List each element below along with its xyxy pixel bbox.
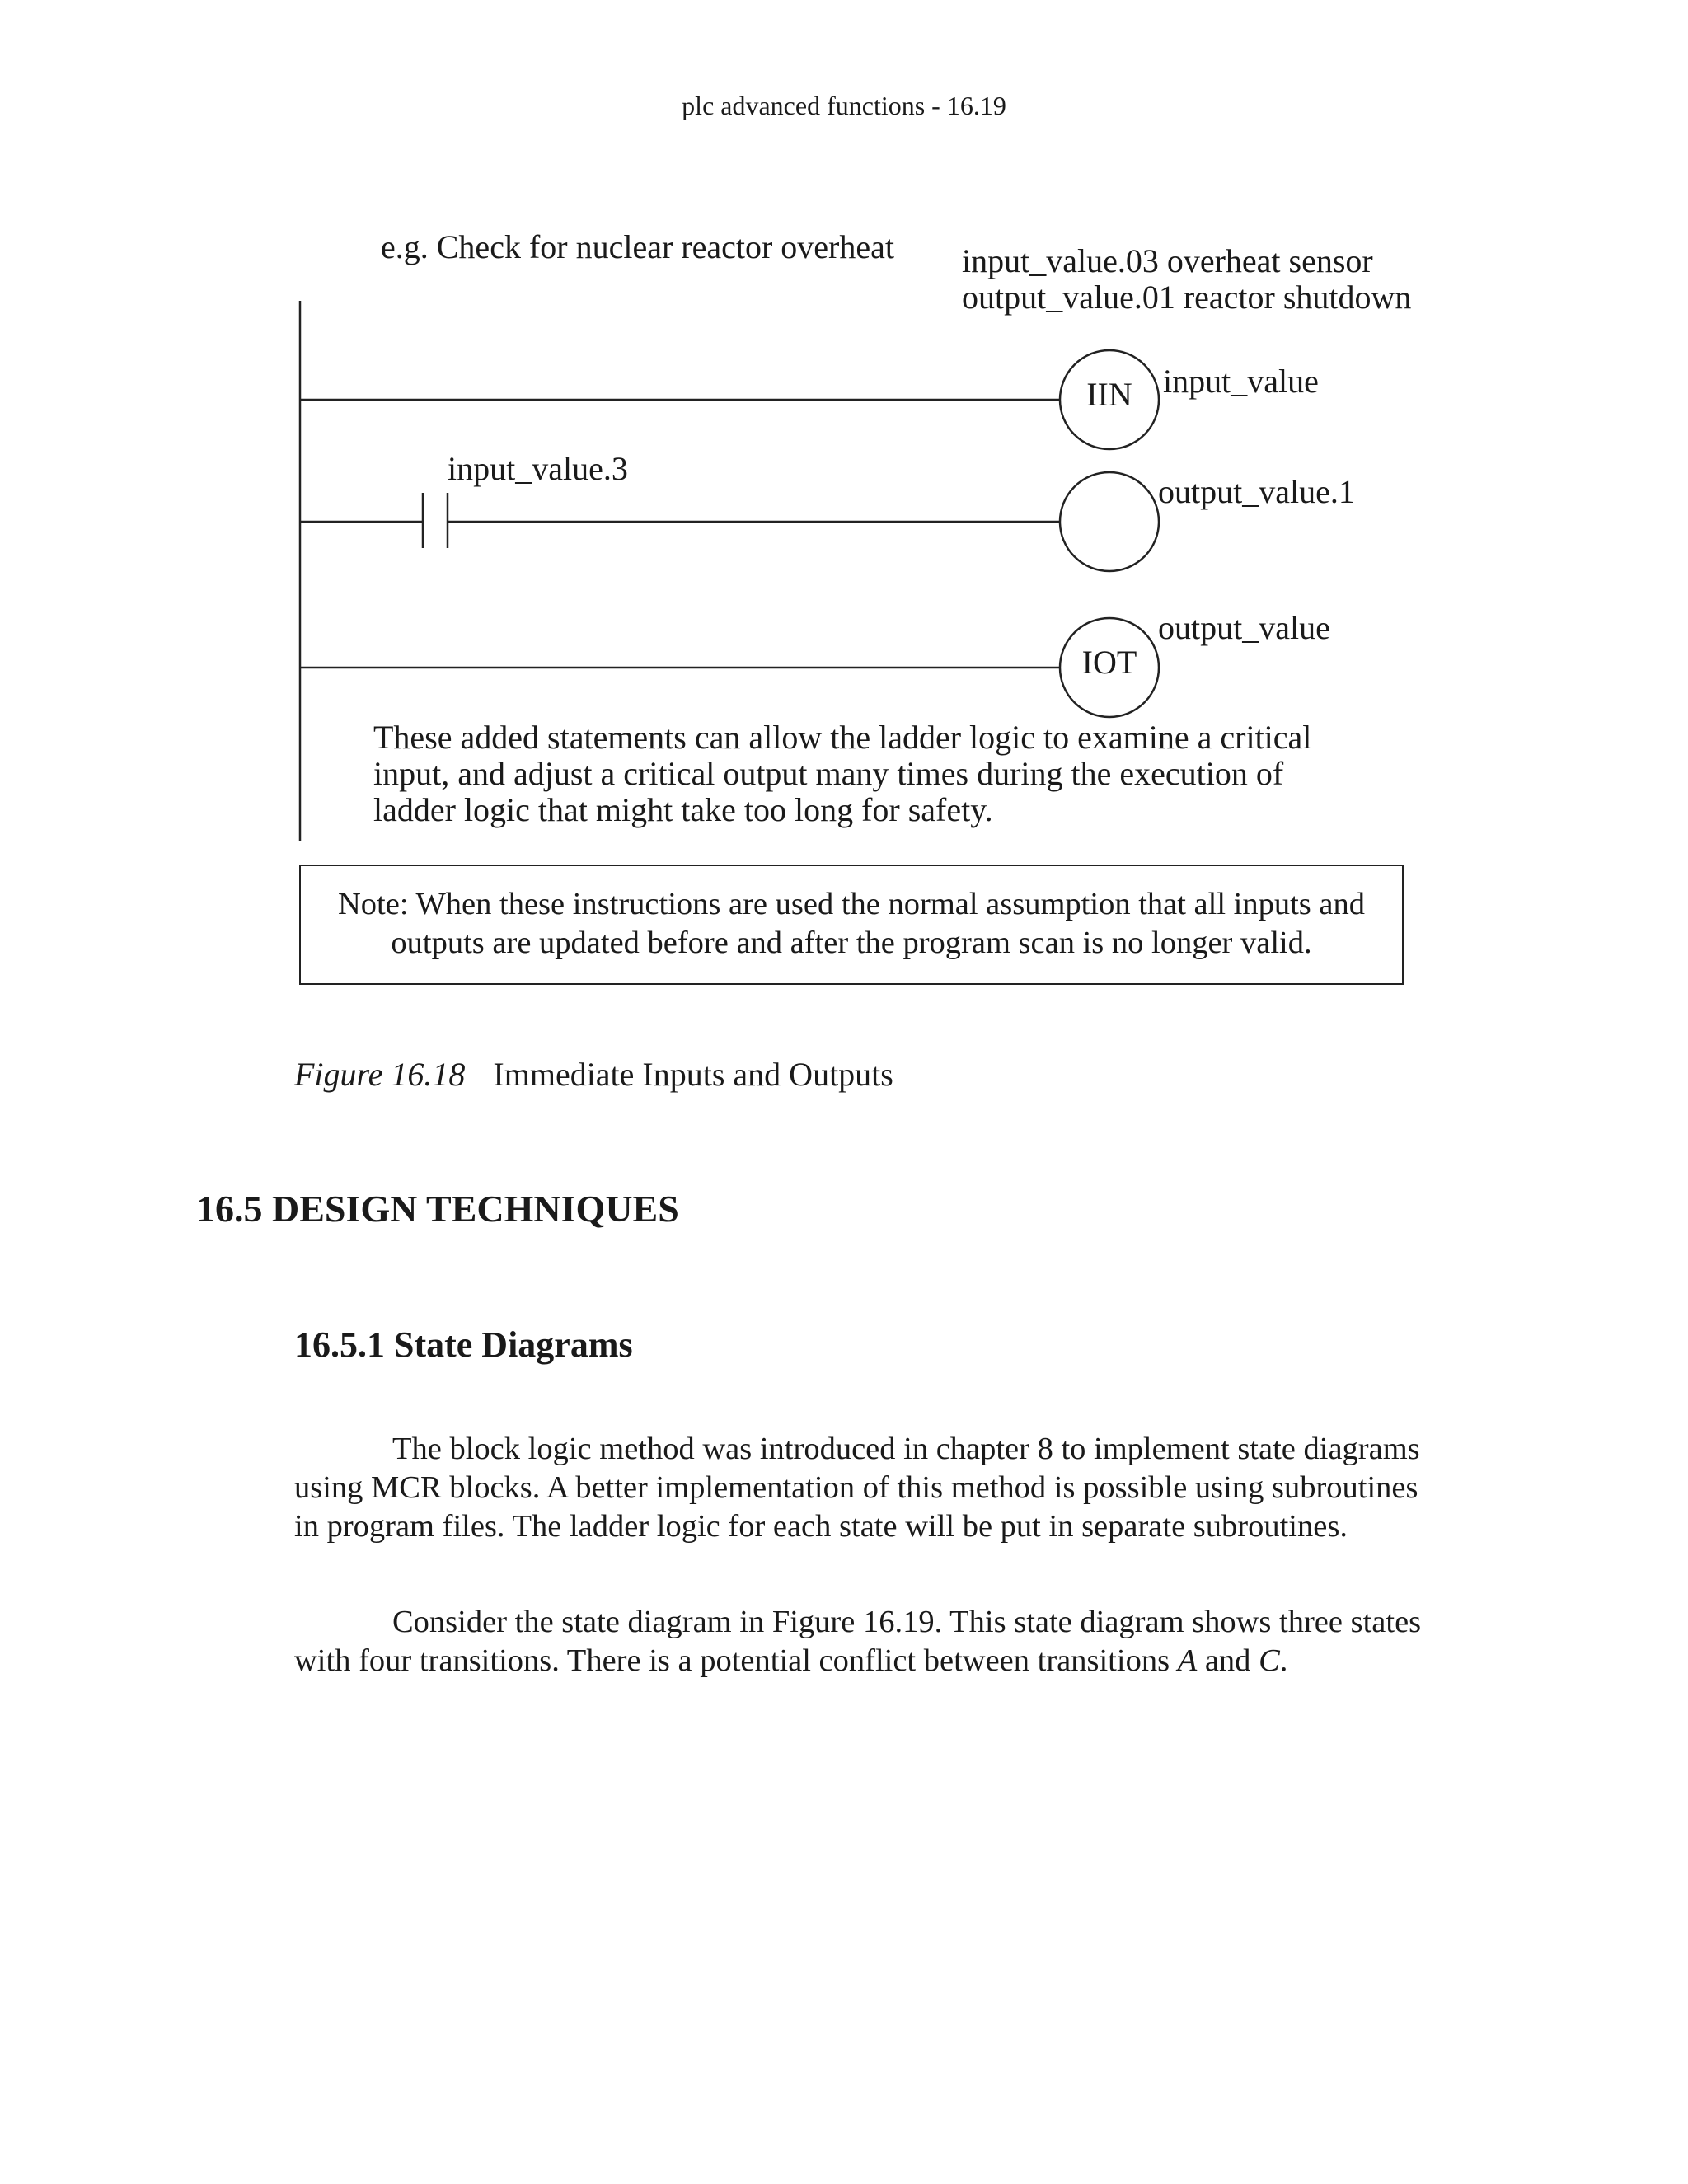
running-header: plc advanced functions - 16.19 <box>682 91 1006 120</box>
note-line-2: outputs are updated before and after the program scan is no longer valid. <box>391 926 1312 960</box>
paragraph-2-line-2 <box>294 1642 1465 1680</box>
paragraph-2-text-start: with four transitions. There is a potential conflict between transitions <box>294 1643 1178 1678</box>
iot-label: IOT <box>1081 644 1137 681</box>
subsection-heading: 16.5.1 State Diagrams <box>294 1324 633 1365</box>
transition-c: C <box>1259 1643 1280 1678</box>
paragraph-1-line-1: The block logic method was introduced in chapter 8 to implement state diagrams <box>392 1432 1420 1466</box>
paragraph-2 <box>294 1603 1465 1680</box>
paragraph-2-text-mid: and <box>1197 1643 1259 1678</box>
rung-2-operand: output_value.1 <box>1158 473 1355 510</box>
contact-label: input_value.3 <box>448 450 628 487</box>
explanation-line-1: These added statements can allow the ladder logic to examine a critical <box>373 719 1312 756</box>
note-line-1: Note: When these instructions are used the normal assumption that all inputs and <box>337 887 1365 921</box>
paragraph-1-line-2: using MCR blocks. A better implementation of this method is possible using subroutines <box>294 1470 1418 1505</box>
iin-label: IIN <box>1086 376 1132 413</box>
explanation-line-3: ladder logic that might take too long for safety. <box>373 791 993 828</box>
figure-caption <box>294 1055 893 1094</box>
note-box <box>299 865 1404 985</box>
io-key-line-2: output_value.01 reactor shutdown <box>962 279 1412 316</box>
transition-a: A <box>1177 1643 1198 1678</box>
rung-3-operand: output_value <box>1158 609 1330 646</box>
section-heading: 16.5 DESIGN TECHNIQUES <box>196 1188 679 1230</box>
rung-1-operand: input_value <box>1163 363 1319 400</box>
paragraph-1-line-3: in program files. The ladder logic for each state will be put in separate subroutines. <box>294 1509 1348 1544</box>
output-coil <box>1060 472 1159 571</box>
paragraph-1 <box>294 1430 1465 1546</box>
io-key-line-1: input_value.03 overheat sensor <box>962 242 1373 279</box>
figure-title: Immediate Inputs and Outputs <box>493 1056 893 1093</box>
example-label: e.g. Check for nuclear reactor overheat <box>381 228 894 265</box>
paragraph-2-line-1: Consider the state diagram in Figure 16.19. This state diagram shows three states <box>392 1605 1422 1639</box>
paragraph-2-text-end: . <box>1279 1643 1288 1678</box>
figure-number: Figure 16.18 <box>294 1056 466 1093</box>
explanation-line-2: input, and adjust a critical output many times during the execution of <box>373 755 1284 792</box>
